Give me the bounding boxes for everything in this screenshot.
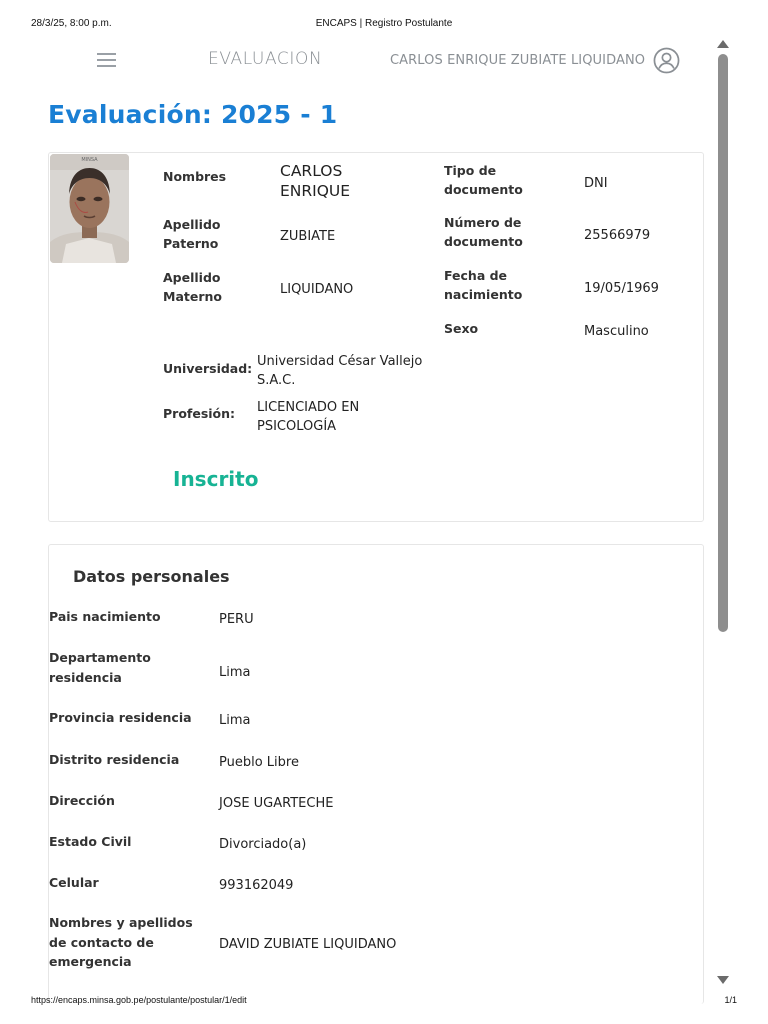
nombres-value: [280, 161, 350, 201]
personal-field-value: DAVID ZUBIATE LIQUIDANO: [219, 937, 397, 952]
fecha-nacimiento-label-line: nacimiento: [444, 287, 523, 302]
app-section-title: EVALUACION: [208, 49, 323, 69]
section-title: Datos personales: [73, 567, 230, 586]
page-scrollbar[interactable]: [714, 40, 732, 988]
personal-field-label: [49, 873, 199, 893]
print-header: [0, 0, 768, 40]
personal-field-value: Pueblo Libre: [219, 755, 299, 770]
personal-field-label: [49, 648, 199, 687]
personal-field-label: [49, 708, 199, 728]
applicant-photo-portrait: [50, 154, 129, 263]
scroll-thumb[interactable]: [718, 54, 728, 632]
print-footer: [0, 995, 768, 1009]
numero-documento-value: 25566979: [584, 228, 651, 243]
fecha-nacimiento-label-line: Fecha de: [444, 268, 508, 283]
hamburger-icon[interactable]: [97, 52, 116, 68]
personal-field-value: Divorciado(a): [219, 837, 307, 852]
apellido-materno-label-line: Materno: [163, 289, 222, 304]
profesion-label: Profesión:: [163, 406, 236, 421]
nombres-label: Nombres: [163, 169, 227, 184]
personal-field-label-line: Nombres y apellidos: [49, 915, 193, 930]
user-name[interactable]: CARLOS ENRIQUE ZUBIATE LIQUIDANO: [390, 53, 646, 68]
universidad-value-line: Universidad César Vallejo: [257, 354, 423, 369]
personal-field-value: Lima: [219, 665, 251, 680]
user-circle-icon[interactable]: [653, 47, 680, 74]
personal-field-label-line: de contacto de: [49, 934, 154, 950]
personal-field-label-line: emergencia: [49, 954, 132, 969]
personal-field-label: [49, 750, 199, 770]
sexo-value: Masculino: [584, 324, 649, 339]
personal-field-label-line: Dirección: [49, 793, 115, 808]
print-datetime: 28/3/25, 8:00 p.m.: [31, 18, 112, 29]
personal-data-card: [48, 544, 704, 1004]
personal-field-value: 993162049: [219, 878, 294, 893]
profile-card: [48, 152, 704, 522]
personal-field-value: PERU: [219, 612, 254, 627]
personal-field-label-line: Distrito residencia: [49, 752, 180, 767]
personal-field-label: [49, 791, 199, 811]
fecha-nacimiento-value: 19/05/1969: [584, 281, 659, 296]
print-url: https://encaps.minsa.gob.pe/postulante/postular/1/edit: [31, 995, 247, 1005]
personal-field-label-line: Pais nacimiento: [49, 609, 161, 624]
tipo-documento-label-line: Tipo de: [444, 163, 497, 178]
personal-field-label: [49, 913, 199, 972]
tipo-documento-label: [444, 161, 523, 199]
numero-documento-label: [444, 213, 523, 251]
numero-documento-label-line: documento: [444, 234, 523, 249]
personal-field-label-line: Celular: [49, 875, 99, 890]
universidad-value-line: S.A.C.: [257, 373, 296, 388]
personal-field-label-line: Provincia residencia: [49, 710, 192, 725]
apellido-paterno-label-line: Apellido: [163, 217, 221, 232]
personal-field-label-line: Estado Civil: [49, 834, 132, 849]
sexo-label: Sexo: [444, 321, 479, 336]
apellido-materno-label-line: Apellido: [163, 270, 221, 285]
scroll-up-arrow-icon[interactable]: [717, 40, 729, 48]
personal-field-label: [49, 832, 199, 852]
profesion-value-line: LICENCIADO EN: [257, 400, 360, 415]
universidad-label: Universidad:: [163, 361, 253, 376]
app-topbar: [0, 40, 712, 82]
apellido-paterno-label: [163, 215, 221, 253]
fecha-nacimiento-label: [444, 266, 522, 304]
apellido-paterno-value: ZUBIATE: [280, 229, 336, 244]
applicant-photo: [50, 154, 129, 263]
profesion-value: [257, 398, 359, 436]
personal-field-value: JOSE UGARTECHE: [219, 796, 334, 811]
apellido-materno-label: [163, 268, 222, 306]
print-doc-title: ENCAPS | Registro Postulante: [315, 18, 453, 29]
personal-field-label-line: residencia: [49, 669, 122, 685]
tipo-documento-value: DNI: [584, 176, 608, 191]
profesion-value-line: PSICOLOGÍA: [257, 419, 337, 434]
tipo-documento-label-line: documento: [444, 182, 523, 197]
universidad-value: [257, 352, 422, 390]
page-title: Evaluación: 2025 - 1: [48, 100, 338, 129]
apellido-paterno-label-line: Paterno: [163, 236, 219, 251]
personal-field-label: [49, 607, 199, 627]
nombres-value-line: ENRIQUE: [280, 182, 351, 200]
nombres-value-line: CARLOS: [280, 162, 343, 180]
scroll-down-arrow-icon[interactable]: [717, 976, 729, 984]
photo-caption: MINSA: [81, 157, 98, 163]
personal-field-value: Lima: [219, 713, 251, 728]
print-page-number: 1/1: [724, 995, 737, 1005]
status-badge: Inscrito: [173, 467, 259, 491]
apellido-materno-value: LIQUIDANO: [280, 282, 354, 297]
personal-field-label-line: Departamento: [49, 650, 151, 665]
numero-documento-label-line: Número de: [444, 215, 522, 230]
